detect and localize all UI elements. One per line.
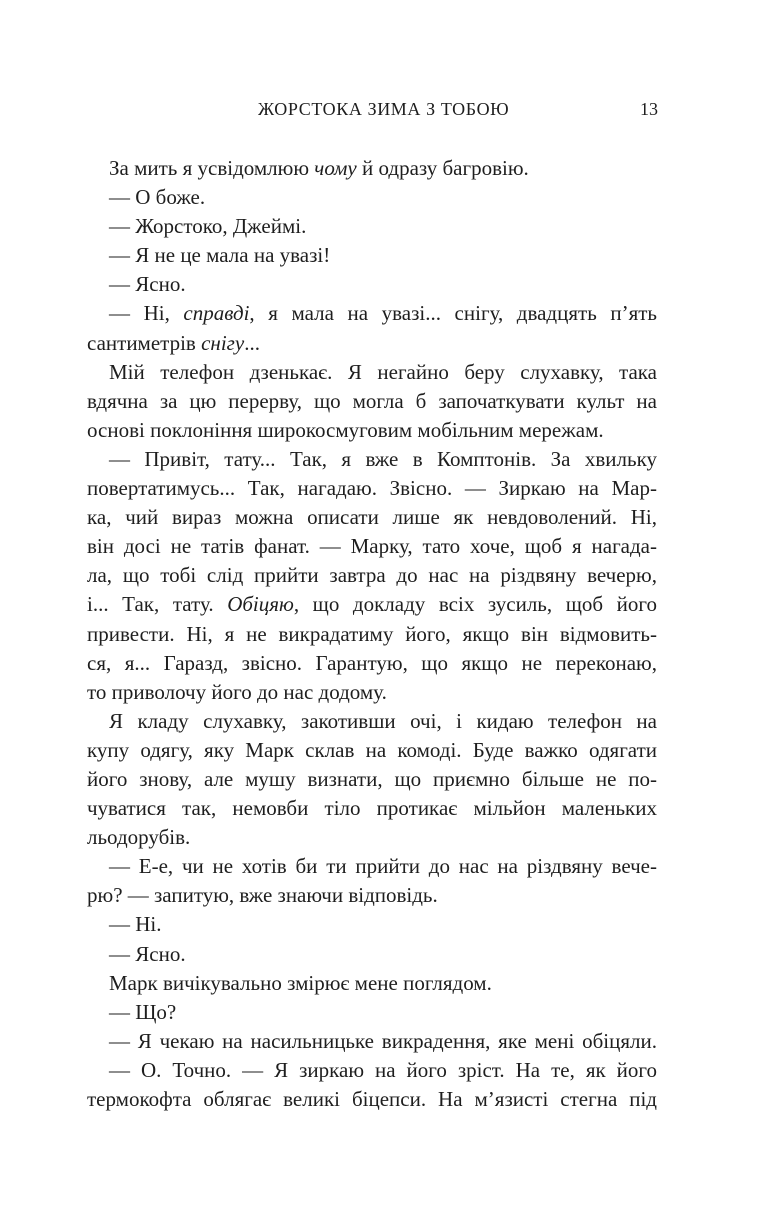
text-span: ... xyxy=(244,330,260,355)
text-span: — О. Точно. — Я зиркаю на його зріст. На те, як його xyxy=(109,1057,657,1082)
text-span: ка, чий вираз можна описати лише як невдоволений. Ні, xyxy=(87,505,657,530)
text-line xyxy=(87,270,657,299)
text-line xyxy=(87,416,657,445)
text-line xyxy=(87,183,657,212)
text-span: то приволочу його до нас додому. xyxy=(87,679,387,704)
text-span: повертатимусь... Так, нагадаю. Звісно. — Зиркаю на Мар- xyxy=(87,476,657,501)
text-line xyxy=(87,910,657,939)
text-span: й одразу багровію. xyxy=(356,156,529,180)
text-span: За мить я усвідомлюю xyxy=(109,156,315,180)
text-line xyxy=(87,765,657,794)
text-line xyxy=(87,707,657,736)
italic-text: снігу xyxy=(201,330,245,355)
text-line xyxy=(87,620,657,649)
text-line xyxy=(87,154,657,183)
text-line xyxy=(87,969,657,998)
text-line xyxy=(87,881,657,910)
italic-text: Обіцяю xyxy=(227,592,294,617)
text-span: — Привіт, тату... Так, я вже в Комптонів. За хвильку xyxy=(109,446,657,471)
text-line xyxy=(87,241,657,270)
text-span: привести. Ні, я не викрадатиму його, якщо він відмовить- xyxy=(87,621,657,646)
text-line xyxy=(87,445,657,474)
text-line xyxy=(87,561,657,590)
text-span: ся, я... Гаразд, звісно. Гарантую, що якщо не переконаю, xyxy=(87,650,657,675)
text-span: термокофта облягає великі біцепси. На м’язисті стегна під xyxy=(87,1087,657,1111)
text-line xyxy=(87,678,657,707)
text-span: — Ні, xyxy=(109,301,184,326)
text-span: — Жорстоко, Джеймі. xyxy=(109,214,307,239)
text-line xyxy=(87,1027,657,1056)
text-span: — Ясно. xyxy=(109,272,186,297)
text-span: — Ясно. xyxy=(109,941,186,966)
text-span: чуватися так, немовби тіло протикає мільйон маленьких xyxy=(87,796,657,821)
text-span: він досі не татів фанат. — Марку, тато хоче, щоб я нагада- xyxy=(87,534,657,559)
text-span: основі поклоніння широкосмуговим мобільним мережам. xyxy=(87,417,604,442)
running-head-title: ЖОРСТОКА ЗИМА З ТОБОЮ xyxy=(258,99,510,119)
text-span: , я мала на увазі... снігу, двадцять п’ять xyxy=(249,301,657,326)
text-span: Мій телефон дзенькає. Я негайно беру слухавку, така xyxy=(109,359,657,384)
text-span: — О боже. xyxy=(109,185,206,210)
text-span: — Що? xyxy=(109,999,177,1024)
text-span: ла, що тобі слід прийти завтра до нас на різдвяну вечерю, xyxy=(87,563,657,588)
text-span: Марк вичікувально змірює мене поглядом. xyxy=(109,970,492,995)
text-line xyxy=(87,736,657,765)
text-line xyxy=(87,852,657,881)
text-span: купу одягу, яку Марк склав на комоді. Буде важко одягати xyxy=(87,737,657,762)
text-line xyxy=(87,940,657,969)
text-line xyxy=(87,387,657,416)
text-line xyxy=(87,329,657,358)
text-line xyxy=(87,532,657,561)
italic-text: чому xyxy=(314,156,357,180)
text-line xyxy=(87,1056,657,1085)
text-span: Я кладу слухавку, закотивши очі, і кидаю телефон на xyxy=(109,708,657,733)
page-number: 13 xyxy=(640,99,658,119)
text-line xyxy=(87,474,657,503)
text-span: і... Так, тату. xyxy=(87,592,228,617)
text-span: — Я чекаю на насильницьке викрадення, яке мені обіцяли. xyxy=(109,1028,657,1053)
text-span: сантиметрів xyxy=(87,330,202,355)
text-span: вдячна за цю перерву, що могла б започаткувати культ на xyxy=(87,388,657,413)
text-line xyxy=(87,358,657,387)
text-line xyxy=(87,590,657,619)
text-line xyxy=(87,503,657,532)
text-line xyxy=(87,998,657,1027)
text-span: рю? — запитую, вже знаючи відповідь. xyxy=(87,883,438,908)
text-line xyxy=(87,212,657,241)
body-text xyxy=(87,154,657,1114)
italic-text: справді xyxy=(183,301,250,326)
text-span: , що докладу всіх зусиль, щоб його xyxy=(293,592,657,617)
text-line xyxy=(87,794,657,823)
text-line xyxy=(87,823,657,852)
text-line xyxy=(87,1085,657,1114)
text-span: — Ні. xyxy=(109,912,162,937)
text-span: льодорубів. xyxy=(87,825,191,850)
text-line xyxy=(87,649,657,678)
text-span: його знову, але мушу визнати, що приємно більше не по- xyxy=(87,766,657,791)
text-line xyxy=(87,299,657,328)
text-span: — Я не це мала на увазі! xyxy=(109,243,331,268)
text-span: — Е-е, чи не хотів би ти прийти до нас на різдвяну вече- xyxy=(109,854,657,879)
